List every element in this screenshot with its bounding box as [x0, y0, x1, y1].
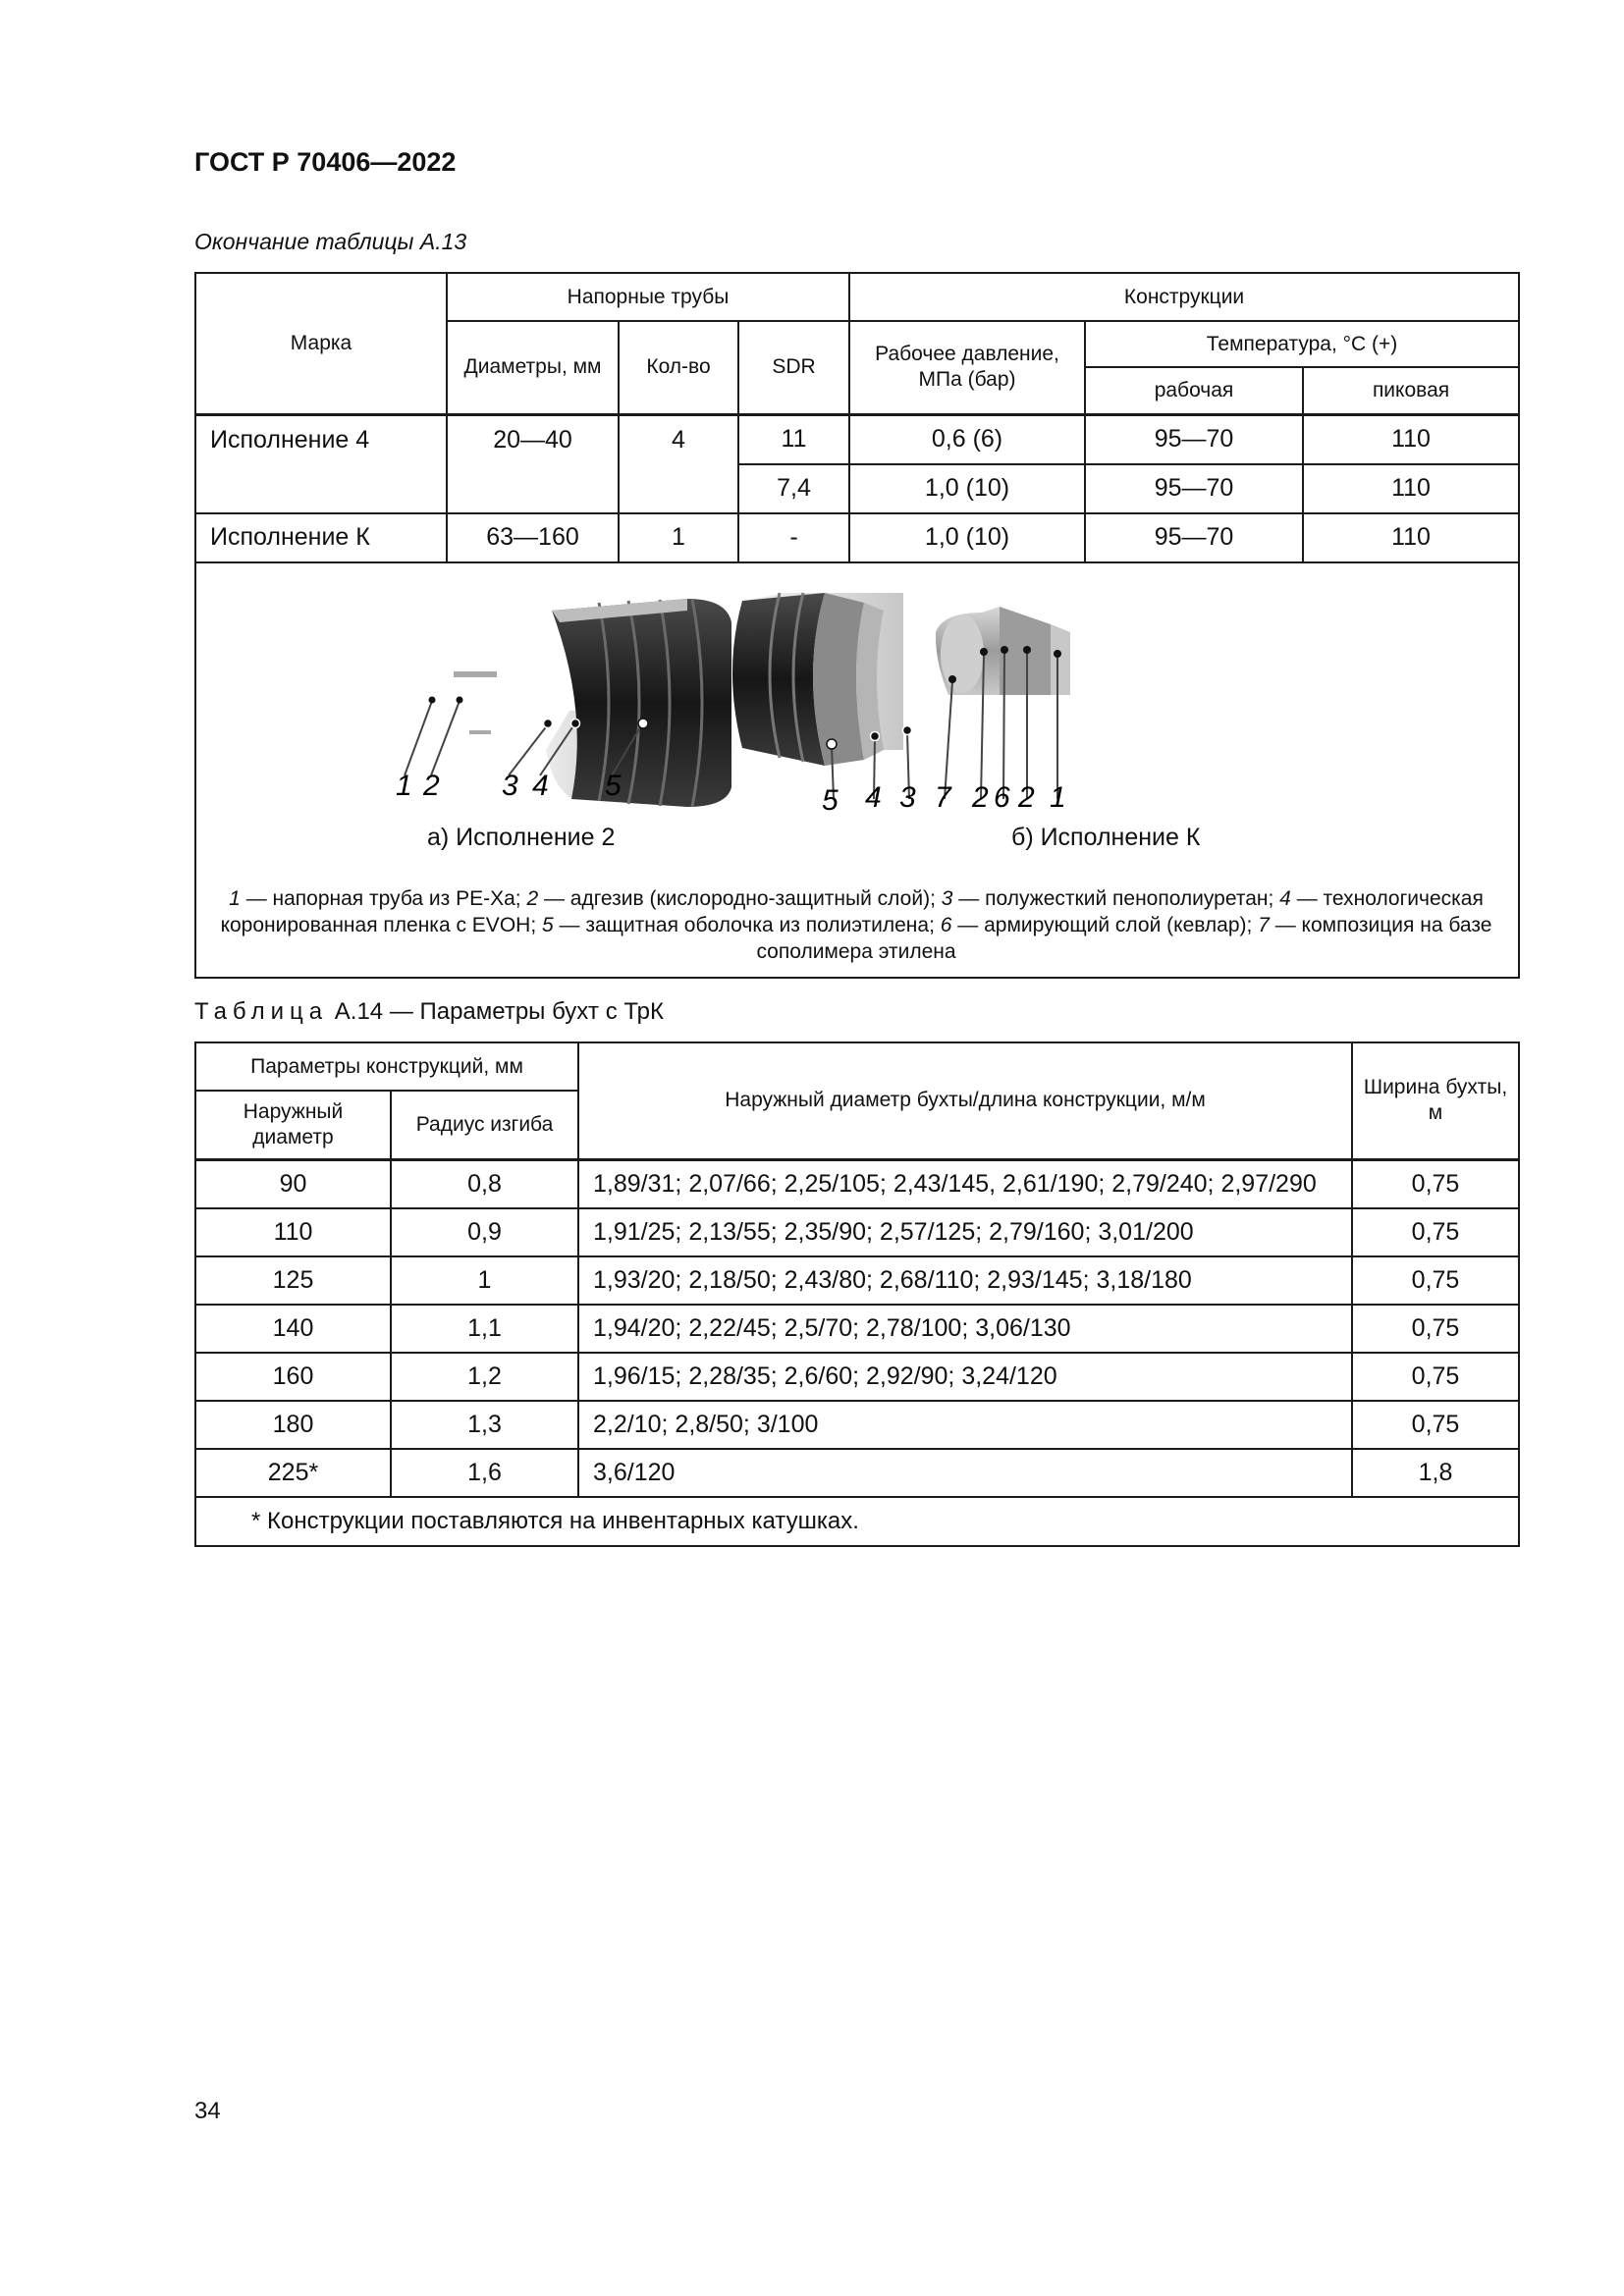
- table-row: [195, 1401, 1519, 1449]
- cell-coil-values: 1,91/25; 2,13/55; 2,35/90; 2,57/125; 2,79/160; 3,01/200: [578, 1208, 1352, 1256]
- standard-title: ГОСТ Р 70406—2022: [194, 147, 457, 177]
- legend-num: 6: [940, 913, 952, 936]
- table-row: [195, 1256, 1519, 1305]
- cell-pressure: 0,6 (6): [849, 414, 1085, 464]
- cell-bend-radius: 0,8: [391, 1159, 578, 1208]
- header-temp-peak: пиковая: [1303, 367, 1519, 414]
- cell-coil-values: 1,96/15; 2,28/35; 2,6/60; 2,92/90; 3,24/120: [578, 1353, 1352, 1401]
- header-sdr: SDR: [738, 321, 849, 414]
- legend-text: — полужесткий пенополиуретан;: [952, 886, 1280, 910]
- cell-sdr: 7,4: [738, 464, 849, 513]
- fig-b-label-7: 7: [935, 780, 951, 814]
- legend-num: 7: [1258, 913, 1270, 936]
- legend-text: — композиция на базе сополимера этилена: [756, 913, 1492, 963]
- cell-coil-width: 0,75: [1352, 1401, 1519, 1449]
- header-count: Кол-во: [619, 321, 738, 414]
- cell-temp-peak: 110: [1303, 464, 1519, 513]
- cell-coil-values: 2,2/10; 2,8/50; 3/100: [578, 1401, 1352, 1449]
- table-row: [195, 1305, 1519, 1353]
- legend-text: — защитная оболочка из полиэтилена;: [553, 913, 941, 936]
- table-a14-caption: [194, 998, 664, 1026]
- legend-num: 1: [229, 886, 241, 910]
- fig-a-label-5: 5: [605, 769, 622, 802]
- header-working-pressure: Рабочее давление, МПа (бар): [849, 321, 1085, 414]
- cell-marka: Исполнение 4: [195, 414, 447, 464]
- header-coil-width: Ширина бухты, м: [1352, 1042, 1519, 1159]
- cell-outer-diameter: 90: [195, 1159, 391, 1208]
- legend-text: — армирующий слой (кевлар);: [951, 913, 1259, 936]
- cell-bend-radius: 0,9: [391, 1208, 578, 1256]
- fig-b-label-4: 4: [865, 780, 882, 814]
- header-marka: Марка: [195, 273, 447, 414]
- fig-b-label-6: 6: [994, 780, 1010, 814]
- header-pressure-pipes: Напорные трубы: [447, 273, 849, 321]
- table-row: [195, 464, 1519, 513]
- cell-temp-peak: 110: [1303, 414, 1519, 464]
- header-bend-radius: Радиус изгиба: [391, 1091, 578, 1159]
- header-temperature: Температура, °С (+): [1085, 321, 1519, 367]
- table-row: [195, 414, 1519, 464]
- cell-coil-width: 1,8: [1352, 1449, 1519, 1497]
- cell-coil-values: 1,94/20; 2,22/45; 2,5/70; 2,78/100; 3,06/130: [578, 1305, 1352, 1353]
- cell-sdr: -: [738, 513, 849, 562]
- fig-a-label-3: 3: [502, 769, 518, 802]
- cell-count: 1: [619, 513, 738, 562]
- cell-marka-empty: [195, 464, 447, 513]
- cell-marka: Исполнение К: [195, 513, 447, 562]
- fig-b-label-2a: 2: [972, 780, 989, 814]
- page-number: 34: [194, 2098, 221, 2124]
- table-row: [195, 513, 1519, 562]
- cell-bend-radius: 1,1: [391, 1305, 578, 1353]
- legend-num: 5: [542, 913, 554, 936]
- cell-outer-diameter: 225*: [195, 1449, 391, 1497]
- table-continuation-label: Окончание таблицы А.13: [194, 229, 467, 254]
- legend-text: — технологическая коронированная пленка с EVOH;: [220, 886, 1484, 936]
- cell-pressure: 1,0 (10): [849, 464, 1085, 513]
- cell-temp-working: 95—70: [1085, 464, 1303, 513]
- fig-a-label-4: 4: [532, 769, 549, 802]
- header-temp-working: рабочая: [1085, 367, 1303, 414]
- caption-rest: А.14 — Параметры бухт с ТрК: [328, 998, 665, 1025]
- table-row: [195, 1353, 1519, 1401]
- cell-coil-values: 3,6/120: [578, 1449, 1352, 1497]
- fig-a-label-1: 1: [396, 769, 412, 802]
- cell-count-empty: [619, 464, 738, 513]
- caption-prefix: Таблица: [194, 998, 329, 1025]
- cell-coil-width: 0,75: [1352, 1305, 1519, 1353]
- header-diameters: Диаметры, мм: [447, 321, 619, 414]
- cell-bend-radius: 1,3: [391, 1401, 578, 1449]
- cell-coil-values: 1,89/31; 2,07/66; 2,25/105; 2,43/145, 2,61/190; 2,79/240; 2,97/290: [578, 1159, 1352, 1208]
- table-row: [195, 1449, 1519, 1497]
- table-row: [195, 1208, 1519, 1256]
- legend-num: 4: [1279, 886, 1291, 910]
- figure-a-drawing: [405, 599, 731, 807]
- cell-diameters: 63—160: [447, 513, 619, 562]
- table-row: [195, 1159, 1519, 1208]
- cell-coil-width: 0,75: [1352, 1159, 1519, 1208]
- cell-outer-diameter: 160: [195, 1353, 391, 1401]
- cell-coil-width: 0,75: [1352, 1353, 1519, 1401]
- cell-outer-diameter: 180: [195, 1401, 391, 1449]
- cell-diameters: 20—40: [447, 414, 619, 464]
- legend-text: — адгезив (кислородно-защитный слой);: [538, 886, 942, 910]
- cell-temp-working: 95—70: [1085, 513, 1303, 562]
- cell-outer-diameter: 110: [195, 1208, 391, 1256]
- cell-coil-width: 0,75: [1352, 1256, 1519, 1305]
- fig-b-label-3: 3: [899, 780, 916, 814]
- cell-coil-width: 0,75: [1352, 1208, 1519, 1256]
- legend-text: — напорная труба из PE-Xa;: [240, 886, 527, 910]
- table-a13: [194, 272, 1520, 979]
- figure-b-caption: б) Исполнение К: [1011, 823, 1201, 851]
- header-coil-diameter-length: Наружный диаметр бухты/длина конструкции, м/м: [578, 1042, 1352, 1159]
- cell-outer-diameter: 140: [195, 1305, 391, 1353]
- figure-legend: [210, 885, 1502, 965]
- cell-bend-radius: 1: [391, 1256, 578, 1305]
- cell-temp-peak: 110: [1303, 513, 1519, 562]
- table-a14: [194, 1041, 1520, 1547]
- cell-count: 4: [619, 414, 738, 464]
- header-construction-params: Параметры конструкций, мм: [195, 1042, 578, 1091]
- cell-bend-radius: 1,6: [391, 1449, 578, 1497]
- figure-b-drawing: [732, 593, 1070, 799]
- header-constructions: Конструкции: [849, 273, 1519, 321]
- cell-temp-working: 95—70: [1085, 414, 1303, 464]
- cell-bend-radius: 1,2: [391, 1353, 578, 1401]
- figure-cell: [195, 562, 1519, 978]
- cell-diameters-empty: [447, 464, 619, 513]
- table-footnote: * Конструкции поставляются на инвентарных катушках.: [195, 1497, 1519, 1546]
- cell-sdr: 11: [738, 414, 849, 464]
- fig-b-label-2b: 2: [1018, 780, 1035, 814]
- cell-pressure: 1,0 (10): [849, 513, 1085, 562]
- fig-b-label-5: 5: [822, 783, 839, 817]
- cell-outer-diameter: 125: [195, 1256, 391, 1305]
- legend-num: 3: [941, 886, 953, 910]
- fig-b-label-1: 1: [1050, 780, 1066, 814]
- legend-num: 2: [526, 886, 539, 910]
- figure-a-caption: а) Исполнение 2: [427, 823, 616, 851]
- cell-coil-values: 1,93/20; 2,18/50; 2,43/80; 2,68/110; 2,93/145; 3,18/180: [578, 1256, 1352, 1305]
- fig-a-label-2: 2: [423, 769, 440, 802]
- header-outer-diameter: Наружный диаметр: [195, 1091, 391, 1159]
